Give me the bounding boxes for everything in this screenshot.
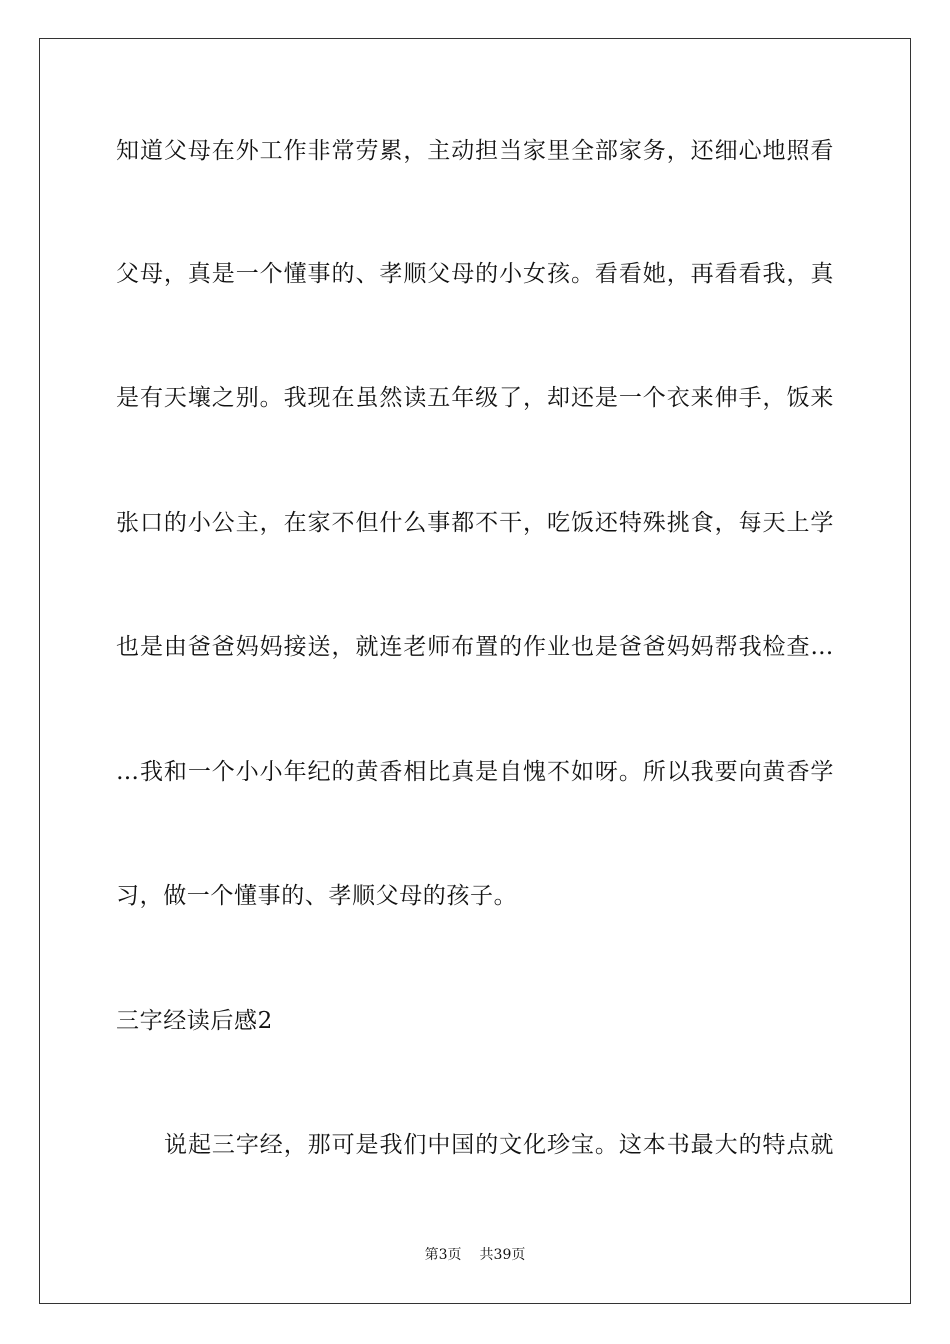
body-line-1: 知道父母在外工作非常劳累，主动担当家里全部家务，还细心地照看: [116, 138, 834, 164]
body-line-5: 也是由爸爸妈妈接送，就连老师布置的作业也是爸爸妈妈帮我检查…: [116, 634, 834, 660]
total-pages: 共39页: [479, 1247, 526, 1263]
paragraph-2-line-1: 说起三字经，那可是我们中国的文化珍宝。这本书最大的特点就: [164, 1132, 834, 1158]
body-line-6: …我和一个小小年纪的黄香相比真是自愧不如呀。所以我要向黄香学: [116, 759, 834, 785]
section-heading: 三字经读后感2: [116, 1008, 273, 1034]
body-line-7: 习，做一个懂事的、孝顺父母的孩子。: [116, 883, 518, 909]
body-line-3: 是有天壤之别。我现在虽然读五年级了，却还是一个衣来伸手，饭来: [116, 385, 834, 411]
page-border: [39, 38, 911, 1304]
page-number: 第3页: [424, 1247, 462, 1263]
page-footer: [0, 1246, 950, 1264]
body-line-2: 父母，真是一个懂事的、孝顺父母的小女孩。看看她，再看看我，真: [116, 261, 834, 287]
body-line-4: 张口的小公主，在家不但什么事都不干，吃饭还特殊挑食，每天上学: [116, 510, 834, 536]
